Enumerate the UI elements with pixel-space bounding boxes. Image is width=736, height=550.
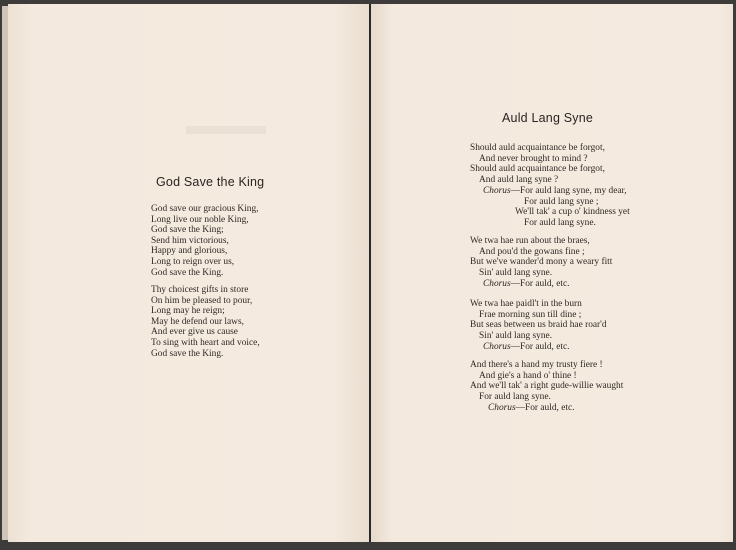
verse-line: And never brought to mind ?	[479, 153, 588, 164]
right-stanza-2	[470, 236, 612, 278]
right-stanza-3	[470, 299, 607, 341]
left-page-title: God Save the King	[156, 175, 265, 189]
verse-line: Thy choicest gifts in store	[151, 285, 249, 295]
chorus-line: —For auld lang syne, my dear,	[510, 186, 627, 196]
chorus-label: Chorus	[483, 279, 511, 289]
verse-line: And gie's a hand o' thine !	[479, 370, 577, 381]
verse-line: And we'll tak' a right gude-willie waught	[470, 381, 624, 392]
verse-line: And ever give us cause	[151, 327, 238, 338]
right-page	[371, 4, 733, 542]
chorus-short	[483, 279, 569, 290]
verse-line: Sin' auld lang syne.	[479, 267, 553, 278]
verse-line: Long may he reign;	[151, 306, 225, 317]
chorus-text: —For auld, etc.	[515, 403, 575, 413]
left-stanza-1	[151, 204, 259, 278]
verse-line: Frae morning sun till dine ;	[479, 309, 582, 320]
verse-line: Send him victorious,	[151, 235, 229, 246]
verse-line: And there's a hand my trusty fiere !	[470, 360, 603, 370]
chorus-short	[483, 342, 569, 353]
verse-line: Should auld acquaintance be forgot,	[470, 143, 605, 153]
right-stanza-1	[470, 143, 605, 185]
verse-line: To sing with heart and voice,	[151, 337, 260, 348]
chorus-line: For auld lang syne ;	[524, 196, 599, 207]
verse-line: For auld lang syne.	[479, 391, 551, 402]
verse-line: Should auld acquaintance be forgot,	[470, 164, 605, 175]
verse-line: May he defend our laws,	[151, 316, 244, 327]
chorus-line: We'll tak' a cup o' kindness yet	[515, 207, 630, 218]
chorus-text: —For auld, etc.	[510, 342, 570, 352]
verse-line: We twa hae paidl't in the burn	[470, 299, 582, 309]
chorus-full	[483, 186, 630, 228]
verse-line: God save the King;	[151, 225, 224, 236]
verse-line: God save the King.	[151, 348, 224, 359]
verse-line: Happy and glorious,	[151, 246, 228, 257]
chorus-label: Chorus	[483, 186, 511, 196]
verse-line: Sin' auld lang syne.	[479, 330, 553, 341]
left-page	[8, 4, 370, 542]
verse-line: But we've wander'd mony a weary fitt	[470, 257, 613, 268]
verse-line: But seas between us braid hae roar'd	[470, 320, 607, 331]
chorus-label: Chorus	[483, 342, 511, 352]
chorus-label: Chorus	[488, 403, 516, 413]
left-stanza-2	[151, 285, 260, 359]
verse-line: God save the King.	[151, 267, 224, 278]
verse-line: We twa hae run about the braes,	[470, 236, 590, 246]
show-through-text	[186, 126, 266, 134]
verse-line: And pou'd the gowans fine ;	[479, 246, 585, 257]
chorus-line: For auld lang syne.	[524, 217, 596, 228]
chorus-text: —For auld, etc.	[510, 279, 570, 289]
chorus-short	[488, 403, 574, 414]
verse-line: God save our gracious King,	[151, 204, 259, 214]
verse-line: And auld lang syne ?	[479, 174, 559, 185]
right-page-title: Auld Lang Syne	[502, 111, 594, 125]
right-stanza-4	[470, 360, 623, 402]
verse-line: Long to reign over us,	[151, 256, 235, 267]
verse-line: Long live our noble King,	[151, 214, 249, 225]
verse-line: On him be pleased to pour,	[151, 295, 253, 306]
